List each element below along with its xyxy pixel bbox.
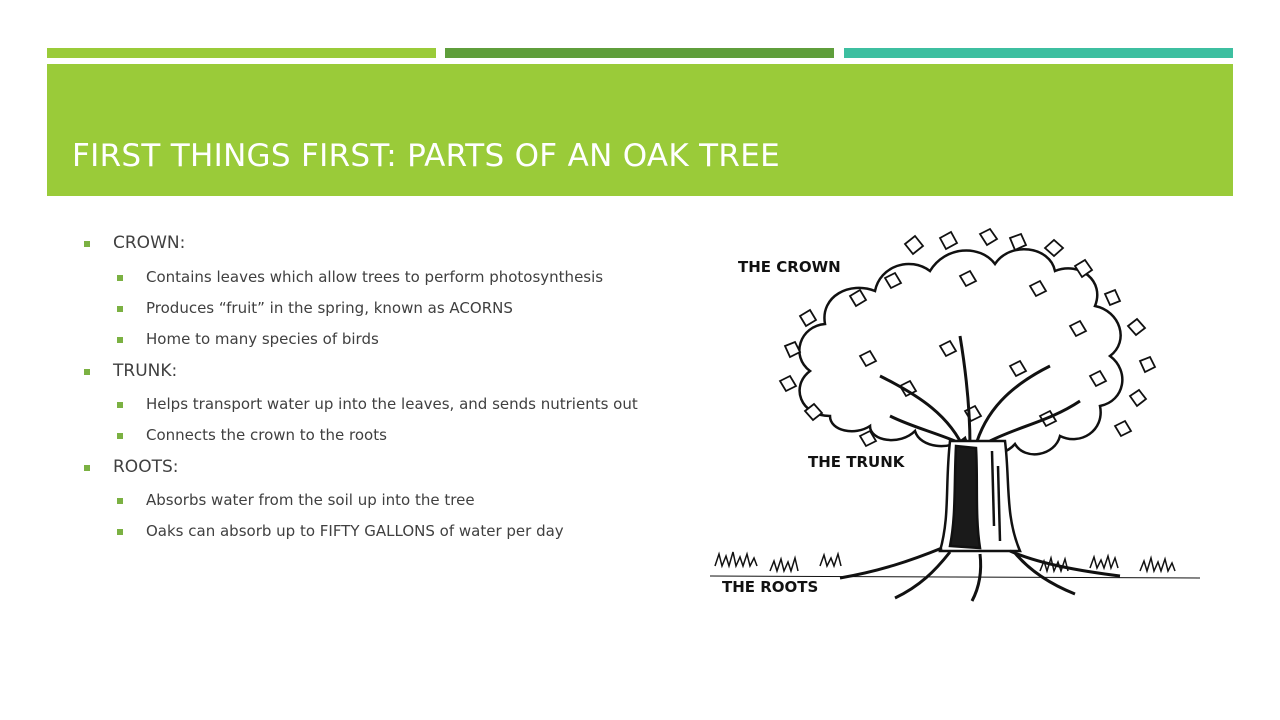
square-bullet-icon <box>117 498 123 504</box>
square-bullet-icon <box>117 433 123 439</box>
accent-bar-teal <box>844 48 1233 58</box>
label-trunk: THE TRUNK <box>808 453 905 471</box>
list-item-text: Absorbs water from the soil up into the tree <box>146 491 475 509</box>
square-bullet-icon <box>84 241 90 247</box>
list-item <box>82 269 642 286</box>
list-item <box>82 523 642 540</box>
accent-bar-light-green <box>47 48 436 58</box>
square-bullet-icon <box>117 529 123 535</box>
list-item-text: Contains leaves which allow trees to perform photosynthesis <box>146 268 604 286</box>
bullet-content <box>82 228 642 540</box>
ground-grass <box>710 552 1200 578</box>
list-item-text: Helps transport water up into the leaves, and sends nutrients out <box>146 395 638 413</box>
square-bullet-icon <box>84 369 90 375</box>
list-item-text: Oaks can absorb up to FIFTY GALLONS of water per day <box>146 522 564 540</box>
oak-tree-diagram <box>710 226 1215 610</box>
tree-trunk-shape <box>940 441 1020 551</box>
square-bullet-icon <box>117 402 123 408</box>
square-bullet-icon <box>84 465 90 471</box>
tree-roots-shape <box>840 548 1120 601</box>
list-item <box>82 331 642 348</box>
section-trunk <box>82 361 642 382</box>
square-bullet-icon <box>117 275 123 281</box>
slide-title: FIRST THINGS FIRST: PARTS OF AN OAK TREE <box>72 138 781 174</box>
section-roots <box>82 457 642 478</box>
oak-tree-illustration <box>710 226 1215 610</box>
section-heading: ROOTS: <box>113 457 179 477</box>
list-item-text: Produces “fruit” in the spring, known as ACORNS <box>146 299 513 317</box>
tree-crown-shape <box>799 249 1122 454</box>
label-crown: THE CROWN <box>738 258 841 276</box>
section-heading: CROWN: <box>113 233 186 253</box>
square-bullet-icon <box>117 337 123 343</box>
list-item-text: Home to many species of birds <box>146 330 379 348</box>
title-band <box>47 64 1233 196</box>
list-item <box>82 427 642 444</box>
section-crown <box>82 233 642 254</box>
list-item <box>82 492 642 509</box>
label-roots: THE ROOTS <box>722 578 819 596</box>
list-item <box>82 300 642 317</box>
list-item <box>82 396 642 413</box>
list-item-text: Connects the crown to the roots <box>146 426 387 444</box>
square-bullet-icon <box>117 306 123 312</box>
section-heading: TRUNK: <box>113 361 178 381</box>
accent-bar-dark-green <box>445 48 834 58</box>
